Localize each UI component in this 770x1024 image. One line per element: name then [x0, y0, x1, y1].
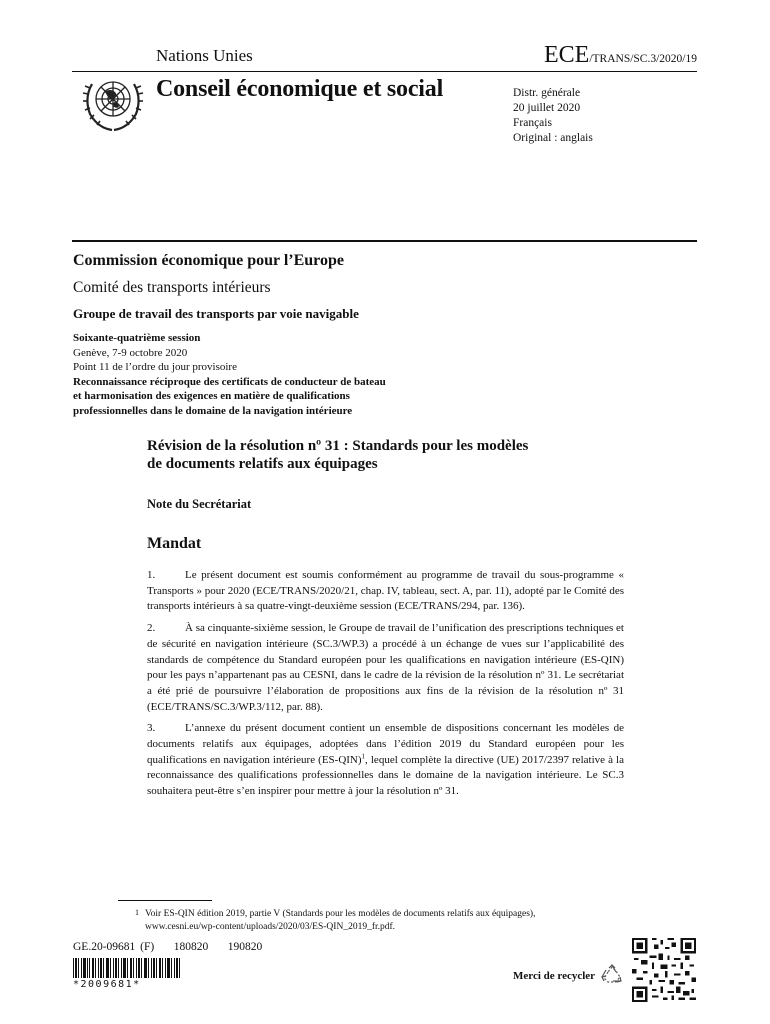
commission-name: Commission économique pour l’Europe	[73, 252, 344, 269]
body-paragraphs	[147, 568, 624, 806]
title-line: de documents relatifs aux équipages	[147, 456, 378, 472]
paragraph-number: 1.	[147, 569, 156, 581]
un-emblem-icon	[78, 70, 148, 132]
paragraph	[147, 621, 624, 715]
distribution-block	[513, 86, 593, 146]
council-name: Conseil économique et social	[156, 76, 444, 102]
recycle-text: Merci de recycler	[513, 970, 596, 982]
footer-date: 190820	[227, 941, 263, 953]
footnote	[135, 908, 595, 934]
distr-language: Français	[513, 117, 552, 129]
working-group-name: Groupe de travail des transports par voie navigable	[73, 306, 359, 321]
paragraph-text: L’annexe du présent document contient un ensemble de dispositions concernant les modèles de documents relatifs aux équipages, adoptées dans l’édition 2019 du Standard européen pour les qualifications en navigation intérieure (ES-QIN)	[147, 722, 624, 766]
paragraph-text: , lequel complète la directive (UE) 2017/2397 relative à la reconnaissance des qualifications professionnelles dans le domaine de la navigation intérieure. Le SC.3 souhaitera peut-être s’en inspirer pour mettre à jour la résolution nº 31.	[147, 753, 624, 798]
title-line: Révision de la résolution nº 31 : Standards pour les modèles	[147, 438, 529, 454]
session-block	[73, 331, 386, 418]
paragraph-text: Le présent document est soumis conformément au programme de travail du sous-programme « Transports » pour 2020 (ECE/TRANS/2020/21, chap. IV, tableau, sect. A, par. 11), adopté par le Comité des transports intérieurs à sa quatre-vingt-deuxième session (ECE/TRANS/294, par. 136).	[147, 569, 624, 613]
document-symbol	[544, 42, 697, 69]
paragraph-text: À sa cinquante-sixième session, le Groupe de travail de l’unification des prescriptions techniques et de sécurité en navigation intérieure (SC.3/WP.3) a procédé à un échange de vues sur l’applicabilité des standards de compétence du Standard européen pour les qualifications en navigation intérieure (ES-QIN) pour les pays n’appartenant pas au CESNI, dans le cadre de la révision de la résolution nº 31. Le secrétariat a été prié de poursuivre l’élaboration de propositions aux fins de la révision de la résolution nº 31 (ECE/TRANS/SC.3/WP.3/112, par. 88).	[147, 622, 624, 713]
footnote-rule	[118, 900, 212, 901]
footnote-text: Voir ES-QIN édition 2019, partie V (Standards pour les modèles de documents relatifs aux équipages), www.cesni.eu/wp-content/uploads/2020/03/ES-QIN_2019_fr.pdf.	[145, 909, 536, 932]
agenda-item: Point 11 de l’ordre du jour provisoire	[73, 361, 237, 373]
committee-name: Comité des transports intérieurs	[73, 279, 271, 296]
paragraph-number: 3.	[147, 722, 156, 735]
agenda-title-line: et harmonisation des exigences en matière de qualifications	[73, 390, 350, 402]
distr-line: Distr. générale	[513, 87, 581, 99]
distr-date: 20 juillet 2020	[513, 102, 581, 114]
footer-date: 180820	[173, 941, 209, 953]
session-name: Soixante-quatrième session	[73, 332, 201, 344]
distr-original: Original : anglais	[513, 132, 593, 144]
agenda-title-line: Reconnaissance réciproque des certificats de conducteur de bateau	[73, 375, 386, 388]
header-thick-rule	[72, 240, 697, 242]
paragraph	[147, 721, 624, 800]
document-title	[147, 437, 637, 473]
paragraph	[147, 568, 624, 615]
session-place-date: Genève, 7-9 octobre 2020	[73, 346, 188, 359]
header-rule	[72, 71, 697, 72]
section-heading: Mandat	[147, 535, 202, 552]
job-number-line	[73, 941, 262, 953]
barcode-icon	[73, 958, 181, 978]
org-name: Nations Unies	[156, 46, 253, 65]
barcode-text: *2009681*	[73, 979, 141, 990]
recycle-icon	[600, 963, 624, 987]
symbol-prefix: ECE	[543, 42, 590, 68]
paragraph-number: 2.	[147, 622, 156, 635]
agenda-title-line: professionnelles dans le domaine de la navigation intérieure	[73, 404, 353, 417]
footnote-number: 1	[135, 908, 139, 917]
symbol-suffix: /TRANS/SC.3/2020/19	[589, 53, 697, 65]
secretariat-note: Note du Secrétariat	[147, 497, 252, 511]
job-number: GE.20-09681 (F)	[73, 941, 155, 953]
qr-code-icon	[632, 938, 696, 1002]
footnote-ref[interactable]: 1	[361, 752, 366, 761]
